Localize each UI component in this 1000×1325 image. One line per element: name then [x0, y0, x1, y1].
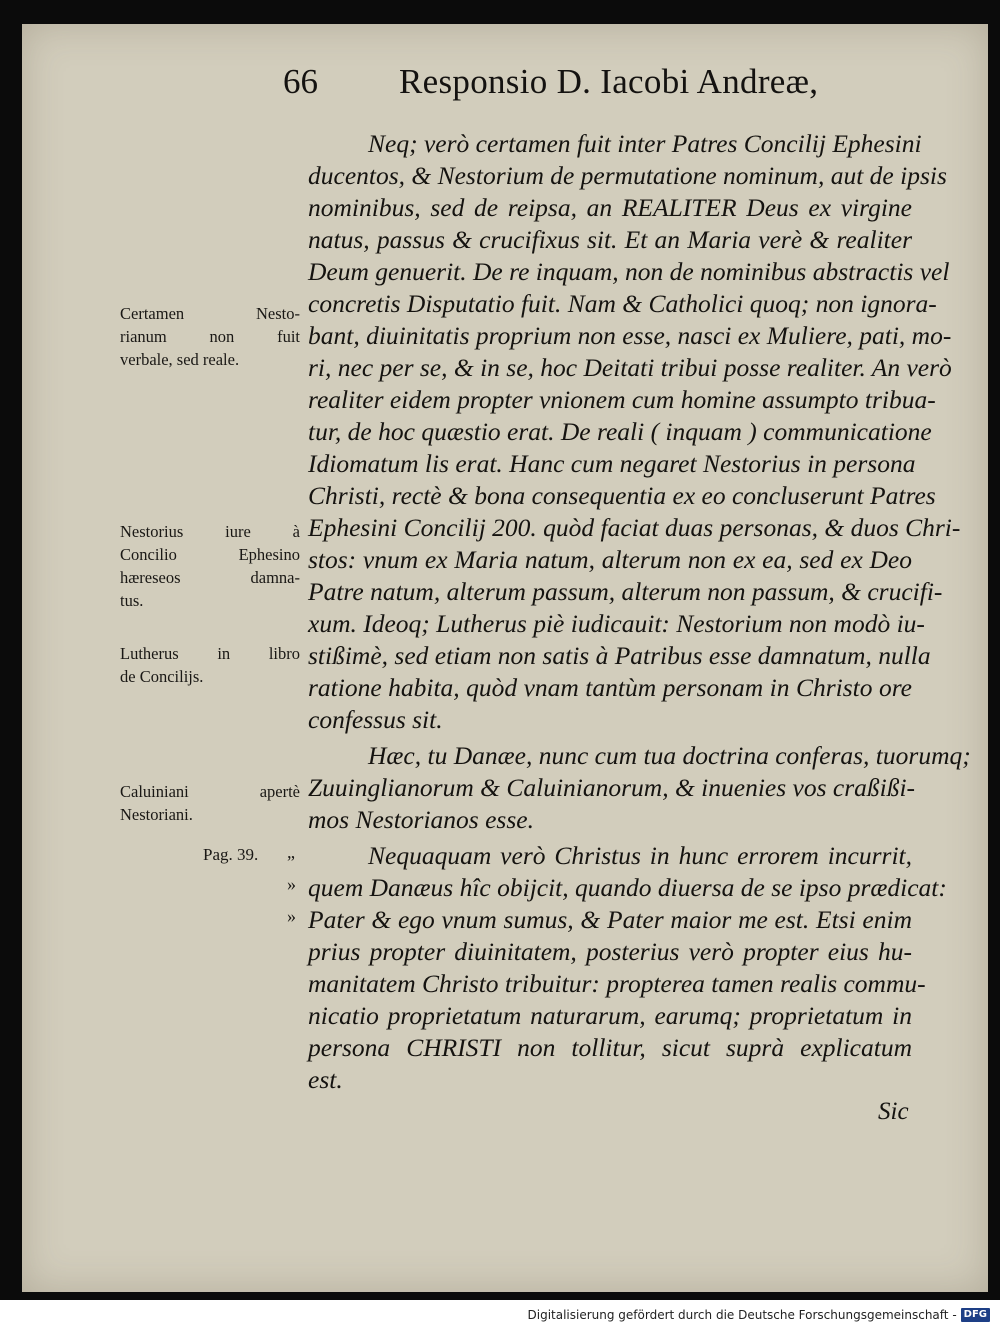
margin-note: [120, 302, 300, 371]
margin-note: [120, 520, 300, 612]
page-number: 66: [283, 62, 318, 101]
text-line: Pater & ego vnum sumus, & Pater maior me est. Etsi enim: [308, 905, 912, 934]
margin-note-line: Certamen Nesto-: [120, 304, 300, 323]
text-line: nicatio proprietatum naturarum, earumq; proprietatum in: [308, 1001, 912, 1030]
text-line: bant, diuinitatis proprium non esse, nasci ex Muliere, pati, mo-: [308, 321, 952, 350]
text-line: ducentos, & Nestorium de permutatione nominum, aut de ipsis: [308, 161, 947, 190]
text-line: natus, passus & crucifixus sit. Et an Maria verè & realiter: [308, 225, 912, 254]
text-line: Nequaquam verò Christus in hunc errorem incurrit,: [368, 841, 912, 870]
text-line: xum. Ideoq; Lutherus piè iudicauit: Nestorium non modò iu-: [308, 609, 925, 638]
text-line: concretis Disputatio fuit. Nam & Catholici quoq; non ignora-: [308, 289, 937, 318]
text-line: Zuuinglianorum & Caluinianorum, & inuenies vos craßißi-: [308, 773, 916, 802]
text-line: stos: vnum ex Maria natum, alterum non ex ea, sed ex Deo: [308, 545, 912, 574]
margin-note-line: tus.: [120, 591, 144, 610]
margin-note-line: Lutherus in libro: [120, 644, 300, 663]
text-line: stißimè, sed etiam non satis à Patribus esse damnatum, nulla: [308, 641, 931, 670]
running-title: Responsio D. Iacobi Andreæ,: [399, 62, 819, 101]
text-line: prius propter diuinitatem, posterius verò propter eius hu-: [308, 937, 912, 966]
quotation-mark: »: [287, 906, 296, 926]
text-line: Deum genuerit. De re inquam, non de nominibus abstractis vel: [308, 257, 950, 286]
margin-note-line: rianum non fuit: [120, 327, 300, 346]
margin-note-line: verbale, sed reale.: [120, 350, 240, 369]
text-line: realiter eidem propter vnionem cum homine assumpto tribua-: [308, 385, 936, 414]
margin-note-line: hæreseos damna-: [120, 568, 300, 587]
quotation-mark: »: [287, 874, 296, 894]
margin-note-line: Caluiniani apertè: [120, 782, 300, 801]
text-line: ri, nec per se, & in se, hoc Deitati tribui posse realiter. An verò: [308, 353, 952, 382]
footer-credit-text: Digitalisierung gefördert durch die Deutsche Forschungsgemeinschaft -: [527, 1308, 957, 1322]
text-line: tur, de hoc quæstio erat. De reali ( inquam ) communicatione: [308, 417, 932, 446]
margin-note-line: Nestorius iure à: [120, 522, 300, 541]
text-line: nominibus, sed de reipsa, an REALITER Deus ex virgine: [308, 193, 912, 222]
text-line: Neq; verò certamen fuit inter Patres Concilij Ephesini: [368, 129, 922, 158]
text-line: confessus sit.: [308, 705, 443, 734]
text-line: persona CHRISTI non tollitur, sicut suprà explicatum: [308, 1033, 912, 1062]
running-head: [283, 62, 923, 112]
digitization-footer: [528, 1306, 991, 1324]
text-line: Hæc, tu Danæe, nunc cum tua doctrina conferas, tuorumq;: [368, 741, 971, 770]
text-line: Ephesini Concilij 200. quòd faciat duas personas, & duos Chri-: [308, 513, 961, 542]
text-line: est.: [308, 1065, 343, 1094]
margin-note: [120, 642, 300, 688]
margin-note-line: Nestoriani.: [120, 805, 193, 824]
quotation-mark: „: [287, 842, 295, 862]
catchword: Sic: [878, 1098, 909, 1125]
text-line: quem Danæus hîc obijcit, quando diuersa de se ipso prædicat:: [308, 873, 947, 902]
text-line: Christi, rectè & bona consequentia ex eo concluserunt Patres: [308, 481, 936, 510]
dfg-logo: DFG: [961, 1308, 990, 1322]
text-line: ratione habita, quòd vnam tantùm personam in Christo ore: [308, 673, 912, 702]
margin-note: [120, 780, 300, 826]
margin-note-line: Concilio Ephesino: [120, 545, 300, 564]
text-line: Idiomatum lis erat. Hanc cum negaret Nestorius in persona: [308, 449, 916, 478]
page-reference: Pag. 39.: [203, 845, 259, 864]
margin-note-line: de Concilijs.: [120, 667, 204, 686]
text-line: mos Nestorianos esse.: [308, 805, 534, 834]
text-line: manitatem Christo tribuitur: propterea tamen realis commu-: [308, 969, 926, 998]
text-line: Patre natum, alterum passum, alterum non passum, & crucifi-: [308, 577, 943, 606]
